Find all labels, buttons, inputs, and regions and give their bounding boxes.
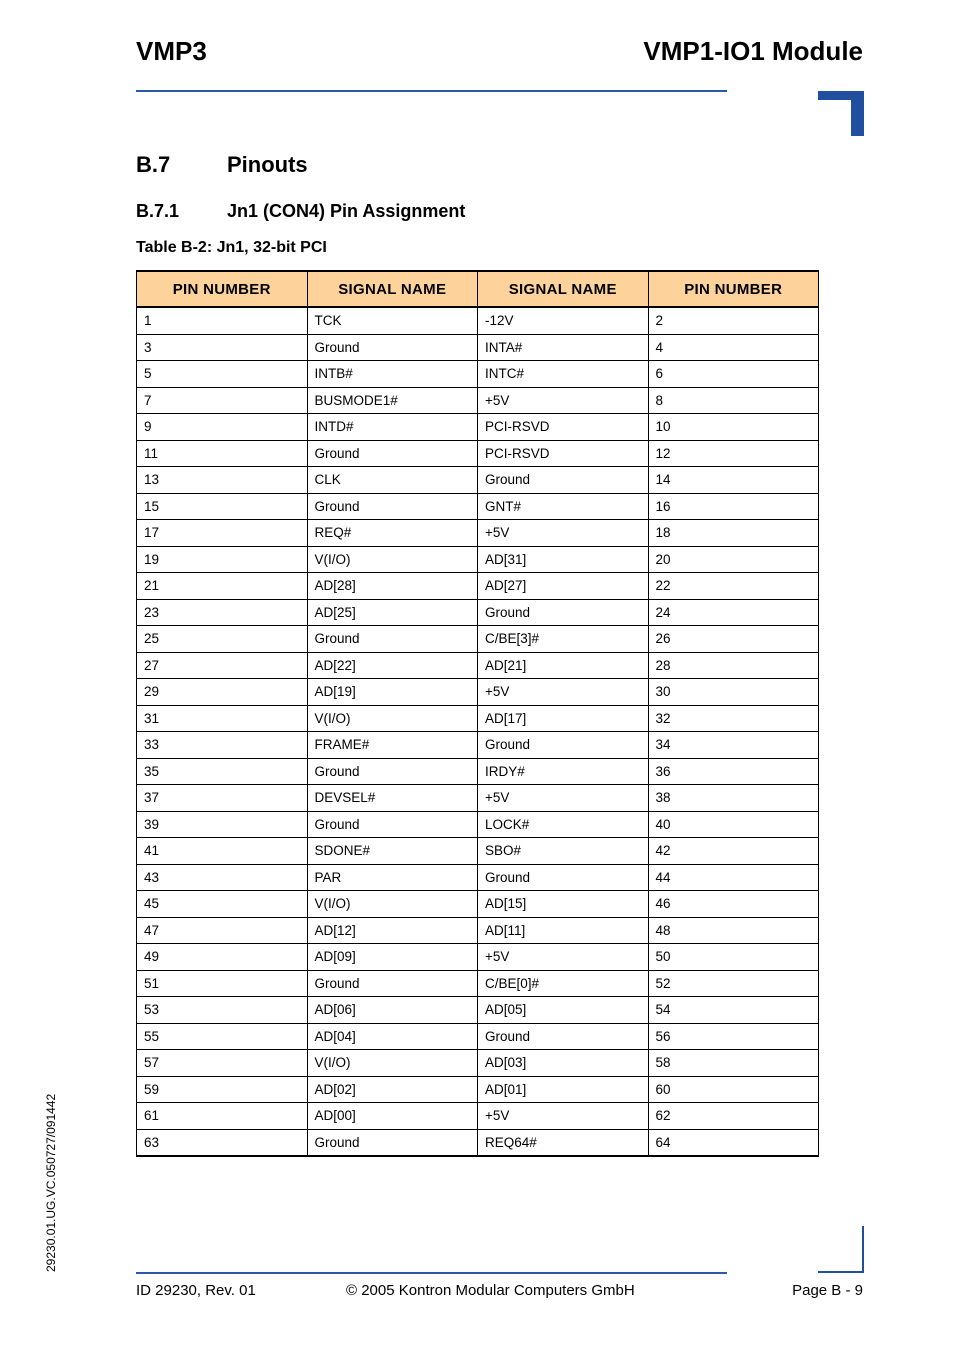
table-cell: Ground <box>478 864 649 891</box>
pin-assignment-table <box>136 270 819 1157</box>
table-row <box>137 307 819 334</box>
table-cell: 49 <box>137 944 308 971</box>
table-cell: 32 <box>648 705 819 732</box>
table-cell: +5V <box>478 944 649 971</box>
table-cell: 19 <box>137 546 308 573</box>
table-cell: V(I/O) <box>307 546 478 573</box>
table-cell: 46 <box>648 891 819 918</box>
table-cell: AD[12] <box>307 917 478 944</box>
table-cell: 44 <box>648 864 819 891</box>
table-row <box>137 1076 819 1103</box>
table-cell: 33 <box>137 732 308 759</box>
table-cell: 24 <box>648 599 819 626</box>
table-cell: 7 <box>137 387 308 414</box>
table-cell: 45 <box>137 891 308 918</box>
table-body <box>137 307 819 1156</box>
section-number: B.7 <box>136 152 171 177</box>
header-module-title: VMP1-IO1 Module <box>643 36 863 66</box>
table-row <box>137 864 819 891</box>
table-cell: 22 <box>648 573 819 600</box>
column-header: PIN NUMBER <box>648 271 819 307</box>
table-cell: Ground <box>307 970 478 997</box>
table-cell: Ground <box>307 440 478 467</box>
subsection-number: B.7.1 <box>136 201 180 221</box>
table-cell: 58 <box>648 1050 819 1077</box>
column-header: PIN NUMBER <box>137 271 308 307</box>
footer-copyright: © 2005 Kontron Modular Computers GmbH <box>346 1282 635 1299</box>
table-cell: +5V <box>478 785 649 812</box>
table-cell: SBO# <box>478 838 649 865</box>
table-cell: 10 <box>648 414 819 441</box>
table-cell: 55 <box>137 1023 308 1050</box>
table-cell: AD[06] <box>307 997 478 1024</box>
table-cell: AD[00] <box>307 1103 478 1130</box>
table-row <box>137 997 819 1024</box>
table-cell: 57 <box>137 1050 308 1077</box>
table-cell: BUSMODE1# <box>307 387 478 414</box>
table-cell: AD[31] <box>478 546 649 573</box>
table-header-row <box>137 271 819 307</box>
table-cell: C/BE[3]# <box>478 626 649 653</box>
table-cell: Ground <box>307 493 478 520</box>
table-cell: 5 <box>137 361 308 388</box>
column-header: SIGNAL NAME <box>307 271 478 307</box>
corner-mark-bottom <box>818 1271 864 1273</box>
table-cell: AD[09] <box>307 944 478 971</box>
table-row <box>137 705 819 732</box>
section-title: Pinouts <box>227 152 308 177</box>
table-cell: TCK <box>307 307 478 334</box>
table-cell: 36 <box>648 758 819 785</box>
footer-rule <box>136 1272 727 1274</box>
corner-mark-top-vertical <box>851 91 864 136</box>
table-cell: 13 <box>137 467 308 494</box>
table-cell: 37 <box>137 785 308 812</box>
table-cell: PCI-RSVD <box>478 440 649 467</box>
table-cell: 15 <box>137 493 308 520</box>
table-row <box>137 467 819 494</box>
table-cell: 48 <box>648 917 819 944</box>
table-cell: 23 <box>137 599 308 626</box>
table-cell: REQ64# <box>478 1129 649 1156</box>
header-rule <box>136 90 727 92</box>
table-cell: 59 <box>137 1076 308 1103</box>
table-cell: 51 <box>137 970 308 997</box>
table-cell: -12V <box>478 307 649 334</box>
table-cell: 8 <box>648 387 819 414</box>
table-row <box>137 440 819 467</box>
table-cell: Ground <box>478 599 649 626</box>
table-cell: AD[28] <box>307 573 478 600</box>
table-cell: 35 <box>137 758 308 785</box>
table-row <box>137 1023 819 1050</box>
table-cell: DEVSEL# <box>307 785 478 812</box>
table-cell: 38 <box>648 785 819 812</box>
subsection-heading <box>136 201 465 222</box>
table-row <box>137 785 819 812</box>
table-cell: 54 <box>648 997 819 1024</box>
table-cell: 42 <box>648 838 819 865</box>
table-cell: 18 <box>648 520 819 547</box>
table-cell: 16 <box>648 493 819 520</box>
table-row <box>137 599 819 626</box>
table-cell: CLK <box>307 467 478 494</box>
table-row <box>137 493 819 520</box>
table-cell: 27 <box>137 652 308 679</box>
table-cell: FRAME# <box>307 732 478 759</box>
table-cell: AD[19] <box>307 679 478 706</box>
table-cell: 64 <box>648 1129 819 1156</box>
table-cell: 50 <box>648 944 819 971</box>
table-row <box>137 1050 819 1077</box>
table-row <box>137 546 819 573</box>
table-cell: Ground <box>478 732 649 759</box>
table-cell: 53 <box>137 997 308 1024</box>
table-cell: PAR <box>307 864 478 891</box>
table-cell: AD[25] <box>307 599 478 626</box>
table-row <box>137 891 819 918</box>
table-cell: 25 <box>137 626 308 653</box>
table-cell: AD[03] <box>478 1050 649 1077</box>
table-cell: 9 <box>137 414 308 441</box>
table-row <box>137 334 819 361</box>
table-cell: 20 <box>648 546 819 573</box>
table-row <box>137 944 819 971</box>
table-cell: 41 <box>137 838 308 865</box>
table-cell: Ground <box>307 334 478 361</box>
table-cell: V(I/O) <box>307 1050 478 1077</box>
table-cell: 21 <box>137 573 308 600</box>
table-cell: Ground <box>478 1023 649 1050</box>
table-cell: 14 <box>648 467 819 494</box>
column-header: SIGNAL NAME <box>478 271 649 307</box>
table-cell: AD[11] <box>478 917 649 944</box>
table-row <box>137 573 819 600</box>
table-cell: 60 <box>648 1076 819 1103</box>
table-row <box>137 838 819 865</box>
table-row <box>137 414 819 441</box>
table-cell: PCI-RSVD <box>478 414 649 441</box>
table-cell: INTD# <box>307 414 478 441</box>
table-cell: 12 <box>648 440 819 467</box>
table-cell: 3 <box>137 334 308 361</box>
table-row <box>137 1103 819 1130</box>
table-cell: GNT# <box>478 493 649 520</box>
table-caption: Table B-2: Jn1, 32-bit PCI <box>136 239 327 256</box>
table-cell: 43 <box>137 864 308 891</box>
table-row <box>137 626 819 653</box>
table-cell: V(I/O) <box>307 705 478 732</box>
corner-mark-bottom-vertical <box>862 1226 864 1272</box>
table-row <box>137 520 819 547</box>
table-cell: AD[02] <box>307 1076 478 1103</box>
table-cell: Ground <box>478 467 649 494</box>
table-cell: 6 <box>648 361 819 388</box>
header-product-title: VMP3 <box>136 36 207 66</box>
table-cell: 4 <box>648 334 819 361</box>
section-heading <box>136 152 308 178</box>
table-cell: 17 <box>137 520 308 547</box>
table-row <box>137 679 819 706</box>
table-cell: AD[15] <box>478 891 649 918</box>
table-cell: AD[01] <box>478 1076 649 1103</box>
table-cell: AD[27] <box>478 573 649 600</box>
table-row <box>137 652 819 679</box>
table-cell: 63 <box>137 1129 308 1156</box>
table-cell: Ground <box>307 758 478 785</box>
table-cell: LOCK# <box>478 811 649 838</box>
table-row <box>137 361 819 388</box>
table-cell: 62 <box>648 1103 819 1130</box>
table-cell: INTA# <box>478 334 649 361</box>
table-row <box>137 811 819 838</box>
table-cell: AD[21] <box>478 652 649 679</box>
table-cell: REQ# <box>307 520 478 547</box>
table-row <box>137 732 819 759</box>
table-cell: Ground <box>307 811 478 838</box>
footer-page-number: Page B - 9 <box>792 1282 863 1299</box>
table-cell: 2 <box>648 307 819 334</box>
table-cell: +5V <box>478 679 649 706</box>
table-cell: 52 <box>648 970 819 997</box>
table-cell: AD[22] <box>307 652 478 679</box>
table-cell: +5V <box>478 520 649 547</box>
table-cell: INTB# <box>307 361 478 388</box>
table-cell: +5V <box>478 1103 649 1130</box>
table-row <box>137 387 819 414</box>
table-cell: AD[04] <box>307 1023 478 1050</box>
table-cell: 61 <box>137 1103 308 1130</box>
table-cell: 34 <box>648 732 819 759</box>
table-cell: AD[17] <box>478 705 649 732</box>
footer-document-id: ID 29230, Rev. 01 <box>136 1282 256 1299</box>
side-document-code: 29230.01.UG.VC.050727/091442 <box>44 1093 58 1272</box>
table-cell: IRDY# <box>478 758 649 785</box>
table-cell: 40 <box>648 811 819 838</box>
table-cell: 31 <box>137 705 308 732</box>
table-cell: 39 <box>137 811 308 838</box>
table-row <box>137 758 819 785</box>
subsection-title: Jn1 (CON4) Pin Assignment <box>227 201 466 221</box>
table-cell: Ground <box>307 1129 478 1156</box>
table-cell: C/BE[0]# <box>478 970 649 997</box>
table-cell: 47 <box>137 917 308 944</box>
table-cell: 1 <box>137 307 308 334</box>
table-row <box>137 1129 819 1156</box>
table-cell: V(I/O) <box>307 891 478 918</box>
table-cell: 11 <box>137 440 308 467</box>
table-cell: +5V <box>478 387 649 414</box>
table-cell: AD[05] <box>478 997 649 1024</box>
table-cell: INTC# <box>478 361 649 388</box>
table-cell: 56 <box>648 1023 819 1050</box>
table-cell: Ground <box>307 626 478 653</box>
table-cell: 29 <box>137 679 308 706</box>
table-cell: 30 <box>648 679 819 706</box>
table-cell: 26 <box>648 626 819 653</box>
table-row <box>137 970 819 997</box>
table-cell: 28 <box>648 652 819 679</box>
table-cell: SDONE# <box>307 838 478 865</box>
table-row <box>137 917 819 944</box>
